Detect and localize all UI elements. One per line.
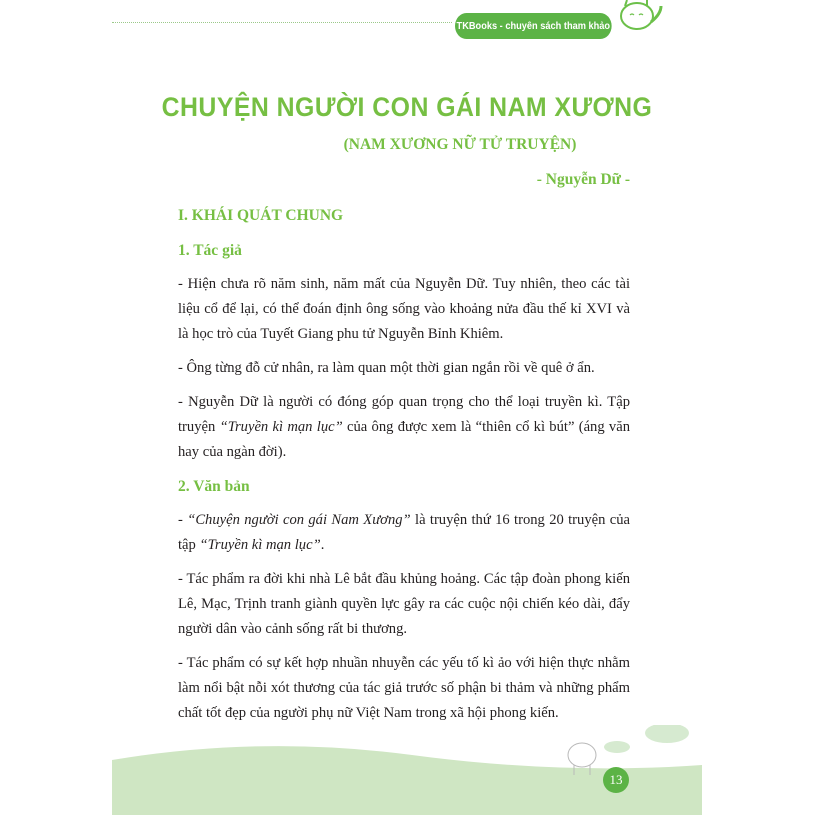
page-title: CHUYỆN NGƯỜI CON GÁI NAM XƯƠNG: [161, 92, 653, 122]
paragraph: [178, 356, 630, 381]
content: [178, 203, 630, 735]
italic-title-text: “Chuyện người con gái Nam Xương”: [187, 512, 411, 528]
italic-title-text: “Truyền kì mạn lục”: [199, 537, 321, 553]
page-number: 13: [603, 767, 629, 793]
subsection-heading: 2. Văn bản: [178, 478, 250, 495]
author: - Nguyễn Dữ -: [536, 171, 630, 188]
subsection-heading: 1. Tác giả: [178, 242, 242, 259]
text-segment: - Hiện chưa rõ năm sinh, năm mất của Nguyễn Dữ. Tuy nhiên, theo các tài liệu cổ để lại, có thể đoán định ông sống vào khoảng nửa đầu thế kỉ XVI và là học trò của Tuyết Giang phu tử Nguyễn Bỉnh Khiêm.: [178, 276, 630, 342]
paragraph: [178, 508, 630, 558]
text-segment: - Tác phẩm ra đời khi nhà Lê bắt đầu khủng hoảng. Các tập đoàn phong kiến Lê, Mạc, Trịnh tranh giành quyền lực gây ra các cuộc nội chiến kéo dài, đẩy người dân vào cảnh sống rất bi thương.: [178, 571, 630, 637]
text-segment: của ông được xem là “thiên cổ kì bút” (áng văn hay của ngàn đời).: [178, 419, 630, 460]
cat-mascot-icon: [617, 0, 667, 40]
italic-title-text: “Truyền kì mạn lục”: [219, 419, 343, 435]
text-segment: - Tác phẩm có sự kết hợp nhuần nhuyễn các yếu tố kì ảo với hiện thực nhằm làm nổi bật nỗi xót thương của tác giả trước số phận bi thảm và những phẩm chất tốt đẹp của người phụ nữ Việt Nam trong xã hội phong kiến.: [178, 655, 630, 721]
text-segment: -: [178, 512, 188, 528]
publisher-badge: TKBooks - chuyên sách tham khảo: [455, 13, 612, 39]
page-subtitle: (NAM XƯƠNG NỮ TỬ TRUYỆN): [343, 136, 577, 153]
text-segment: - Nguyễn Dữ là người có đóng góp quan trọng cho thể loại truyền kì. Tập truyện: [178, 394, 630, 435]
dotted-header-line: [112, 22, 452, 23]
paragraph: [178, 272, 630, 347]
section-heading: I. KHÁI QUÁT CHUNG: [178, 207, 344, 224]
text-segment: - Ông từng đỗ cử nhân, ra làm quan một thời gian ngắn rồi về quê ở ẩn.: [178, 360, 595, 376]
text-segment: .: [320, 537, 325, 553]
paragraph: [178, 390, 630, 465]
book-page: [112, 0, 702, 815]
paragraph: [178, 651, 630, 726]
paragraph: [178, 567, 630, 642]
text-segment: là truyện thứ 16 trong 20 truyện của tập: [178, 512, 630, 553]
